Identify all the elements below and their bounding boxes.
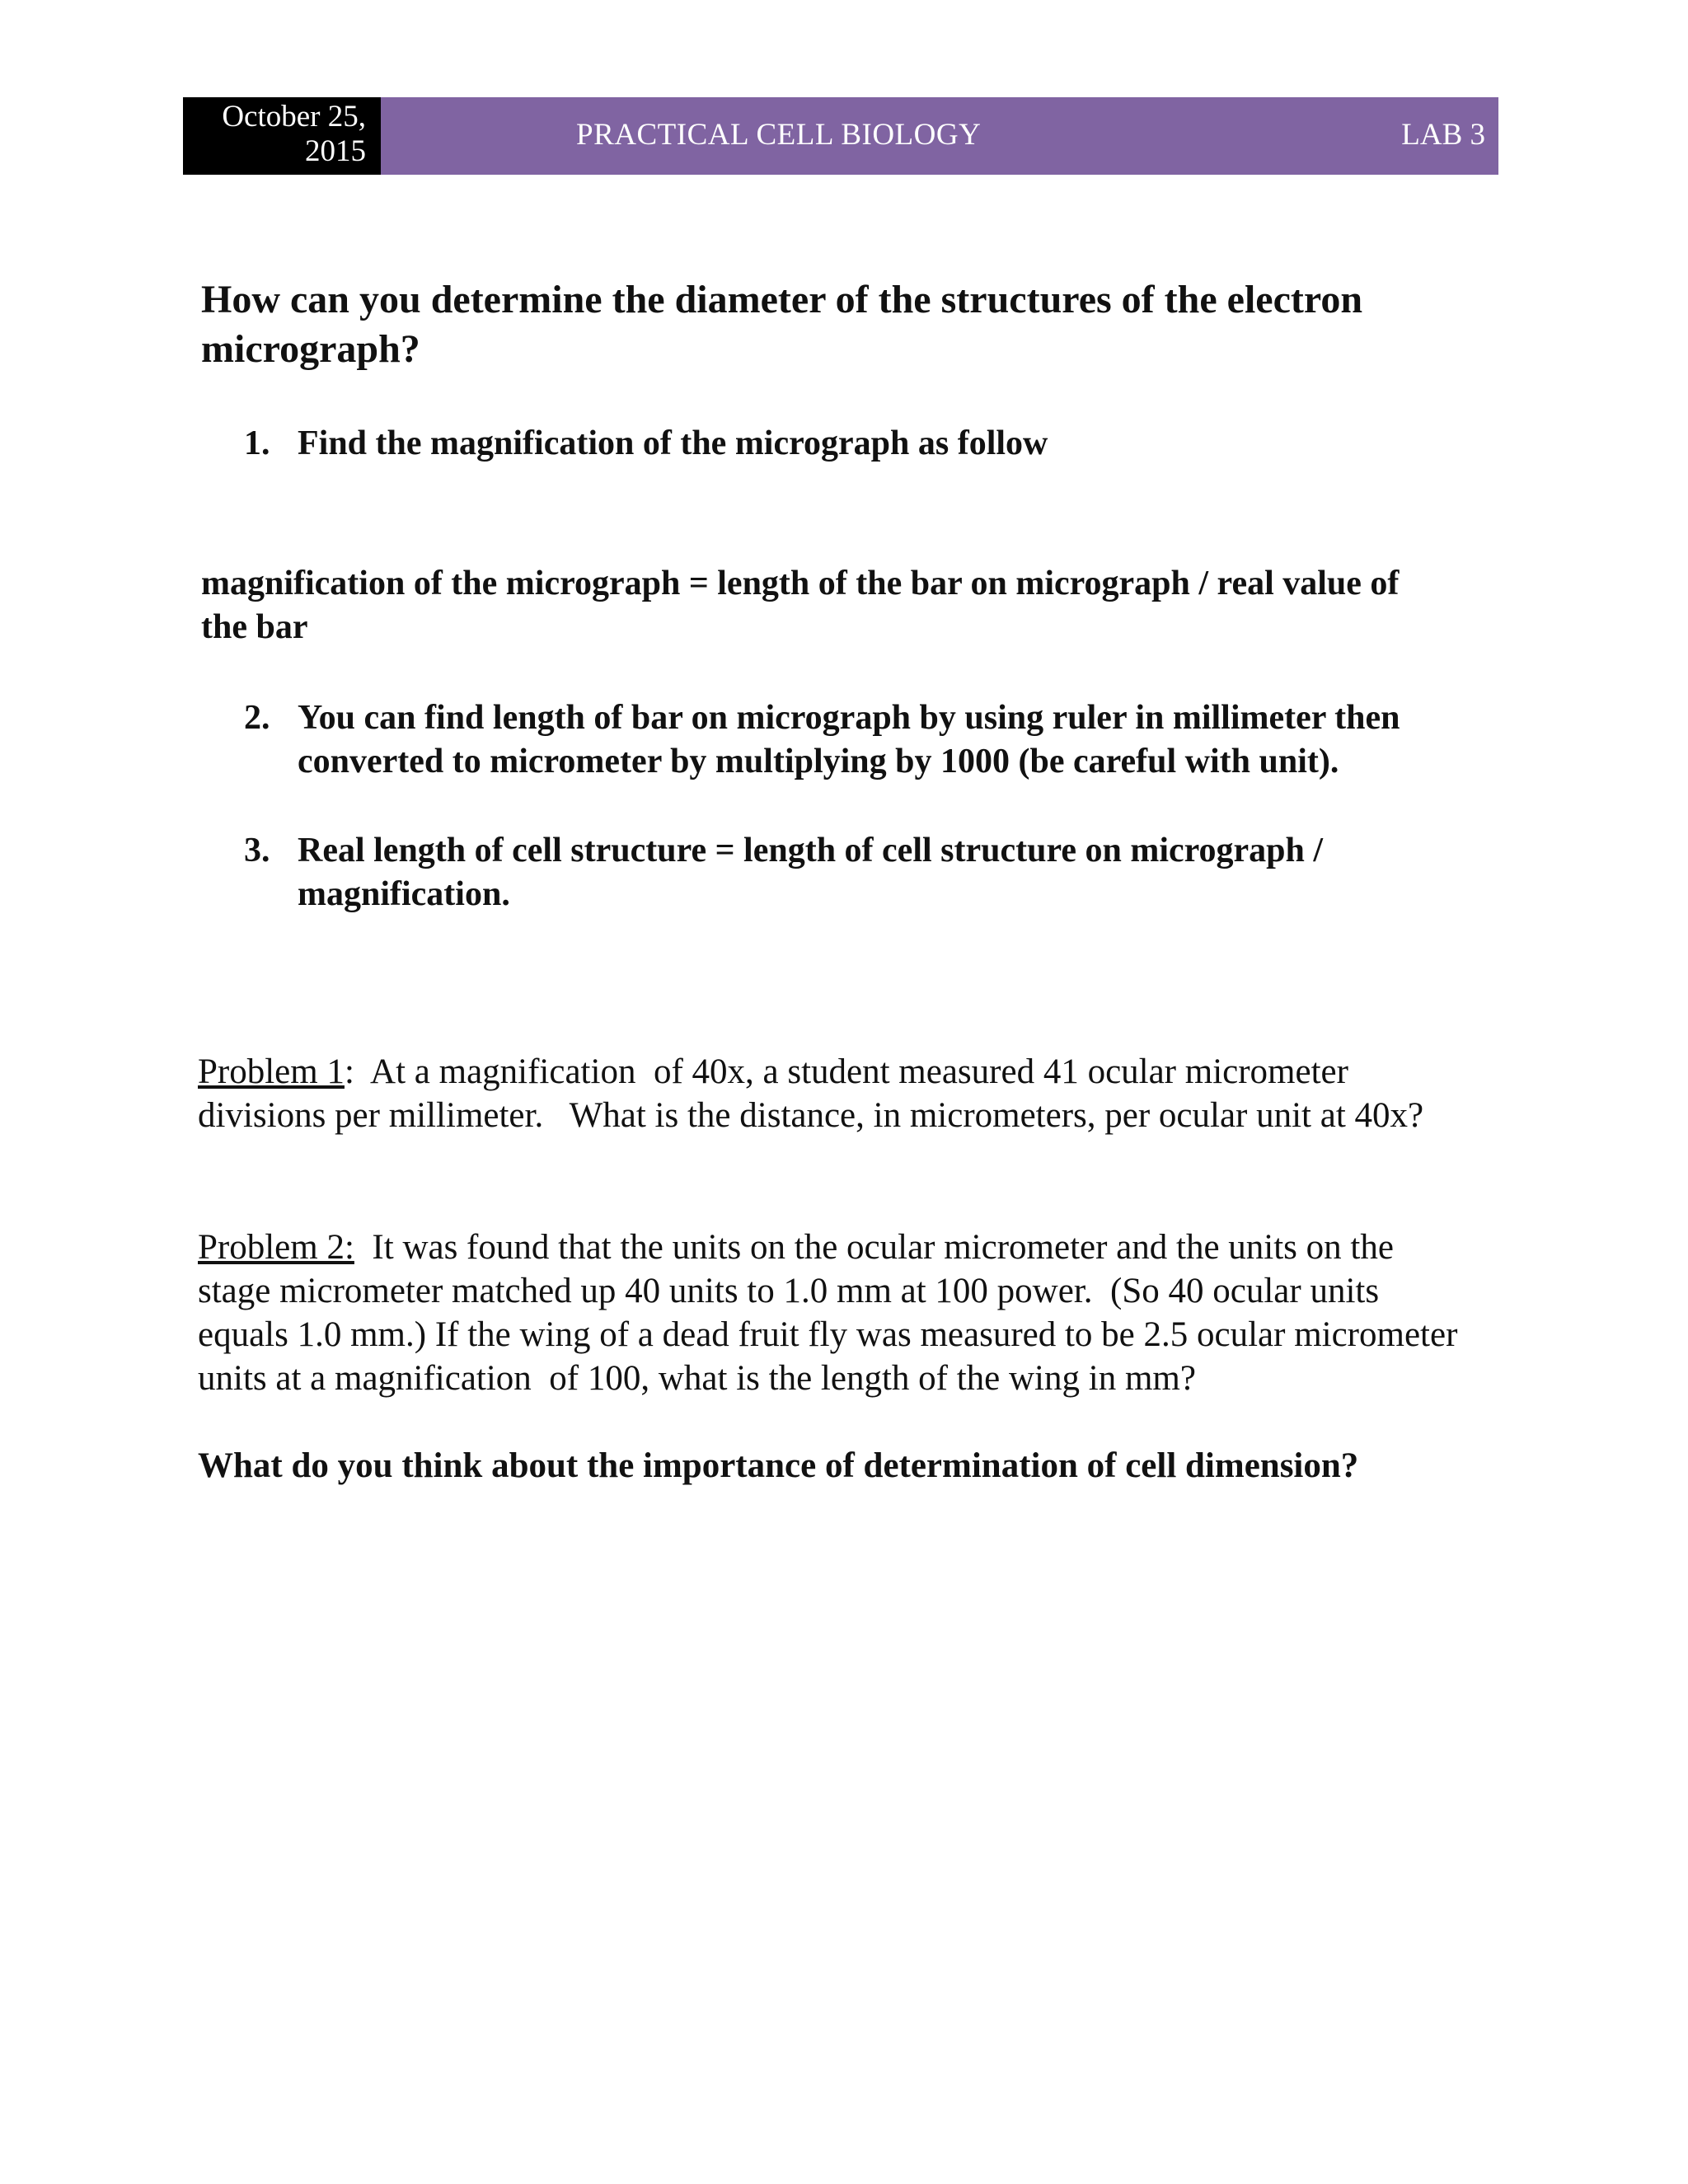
page-heading: How can you determine the diameter of the structures of the electron micrograph?: [201, 278, 1363, 371]
closing-question: What do you think about the importance of determination of cell dimension?: [198, 1446, 1359, 1485]
step-text: Real length of cell structure = length of cell structure on micrograph / magnification.: [298, 832, 1324, 913]
lab-label: LAB 3: [1401, 118, 1485, 152]
step-number: 2.: [244, 699, 270, 737]
problem-2: [198, 1226, 1467, 1400]
step-text: Find the magnification of the micrograph as follow: [298, 424, 1048, 462]
problem-text: It was found that the units on the ocular micrometer and the units on the stage micrometer matched up 40 units to 1.0 mm at 100 power. (So 40 ocular units equals 1.0 mm.) If the wing of a dead fruit fly was measured to be 2.5 ocular micrometer units at a magnification of 100, what is the length of the wing in mm?: [198, 1228, 1467, 1398]
course-title: PRACTICAL CELL BIOLOGY: [576, 118, 982, 152]
problem-label: Problem 1: [198, 1052, 345, 1091]
problem-separator: :: [344, 1052, 354, 1091]
header-date-line2: 2015: [305, 134, 366, 168]
magnification-formula: magnification of the micrograph = length of the bar on micrograph / real value of the bar: [201, 565, 1400, 646]
problem-label: Problem 2:: [198, 1228, 354, 1267]
step-text: You can find length of bar on micrograph by using ruler in millimeter then converted to micrometer by multiplying by 1000 (be careful with unit).: [298, 699, 1400, 780]
step-1: [244, 422, 1464, 466]
step-3: [244, 829, 1464, 916]
step-number: 3.: [244, 832, 270, 869]
header-date-box: [183, 97, 381, 175]
problem-text: At a magnification of 40x, a student measured 41 ocular micrometer divisions per millimeter. What is the distance, in micrometers, per ocular unit at 40x?: [198, 1052, 1424, 1135]
header-title-bar: [381, 97, 1498, 175]
step-2: [244, 696, 1464, 784]
step-number: 1.: [244, 424, 270, 462]
page-header: [183, 97, 1498, 175]
header-date-line1: October 25,: [222, 100, 366, 134]
problem-1: [198, 1050, 1467, 1137]
